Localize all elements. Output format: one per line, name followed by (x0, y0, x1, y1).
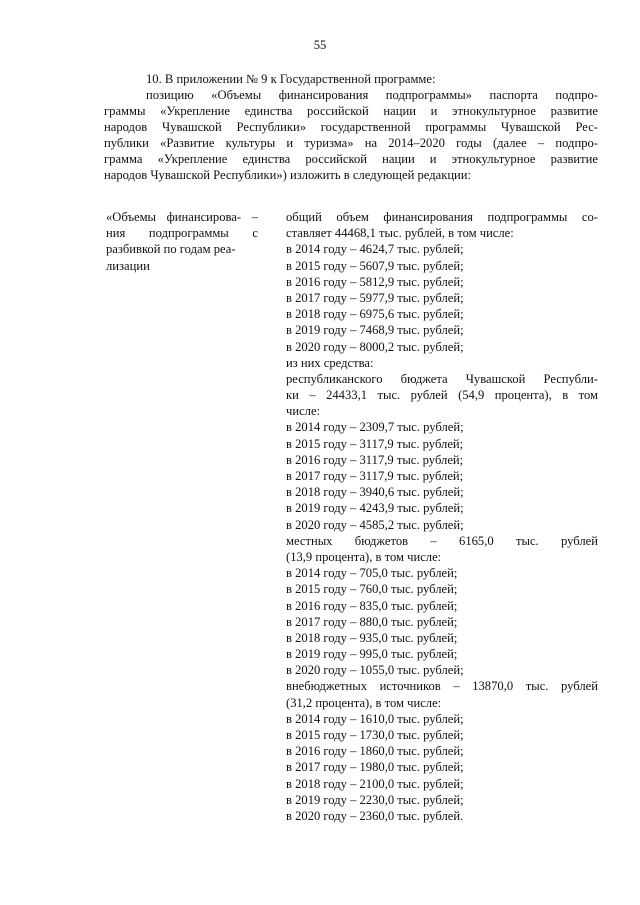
financing-line: республиканского бюджета Чувашской Республи- (286, 371, 598, 386)
intro-line: позицию «Объемы финансирования подпрограммы» паспорта подпро- (146, 88, 598, 102)
financing-line: в 2018 году – 2100,0 тыс. рублей; (286, 776, 464, 791)
financing-line: в 2014 году – 1610,0 тыс. рублей; (286, 711, 464, 726)
financing-line: местных бюджетов – 6165,0 тыс. рублей (286, 533, 598, 548)
financing-line: в 2020 году – 1055,0 тыс. рублей; (286, 663, 464, 678)
financing-line: в 2020 году – 8000,2 тыс. рублей; (286, 339, 464, 354)
position-label-line: «Объемы финансирова- – (106, 210, 258, 224)
intro-line: публики «Развитие культуры и туризма» на 2014–2020 годы (далее – подпро- (104, 136, 598, 150)
financing-line: (31,2 процента), в том числе: (286, 695, 442, 710)
financing-line: в 2019 году – 995,0 тыс. рублей; (286, 647, 458, 662)
financing-line: общий объем финансирования подпрограммы со- (286, 210, 598, 224)
financing-line: в 2019 году – 7468,9 тыс. рублей; (286, 323, 464, 338)
financing-line: в 2018 году – 6975,6 тыс. рублей; (286, 307, 464, 322)
financing-line: в 2016 году – 1860,0 тыс. рублей; (286, 744, 464, 759)
financing-line: в 2014 году – 2309,7 тыс. рублей; (286, 420, 464, 435)
financing-line: в 2016 году – 5812,9 тыс. рублей; (286, 274, 464, 289)
position-label-column (106, 209, 258, 274)
financing-line: в 2017 году – 880,0 тыс. рублей; (286, 614, 458, 629)
financing-line: в 2019 году – 2230,0 тыс. рублей; (286, 792, 464, 807)
financing-line: в 2020 году – 4585,2 тыс. рублей; (286, 517, 464, 532)
position-label-line: ния подпрограммы с (106, 226, 258, 241)
financing-line: в 2016 году – 835,0 тыс. рублей; (286, 598, 458, 613)
financing-line: в 2017 году – 3117,9 тыс. рублей; (286, 469, 464, 483)
intro-line: грамма «Укрепление единства российской нации и этнокультурное развитие (104, 152, 598, 166)
financing-line: из них средства: (286, 355, 374, 370)
financing-line: внебюджетных источников – 13870,0 тыс. рублей (286, 679, 598, 694)
position-label-line: разбивкой по годам реа- (106, 242, 236, 257)
financing-line: в 2015 году – 760,0 тыс. рублей; (286, 582, 458, 597)
financing-line: числе: (286, 404, 321, 419)
financing-line: в 2016 году – 3117,9 тыс. рублей; (286, 452, 464, 467)
financing-line: в 2019 году – 4243,9 тыс. рублей; (286, 501, 464, 516)
financing-line: в 2015 году – 1730,0 тыс. рублей; (286, 728, 464, 742)
financing-line: в 2018 году – 3940,6 тыс. рублей; (286, 485, 464, 500)
financing-line: ки – 24433,1 тыс. рублей (54,9 процента), в том (286, 388, 598, 403)
financing-line: в 2015 году – 3117,9 тыс. рублей; (286, 436, 464, 451)
financing-line: в 2014 году – 705,0 тыс. рублей; (286, 566, 458, 581)
financing-line: в 2014 году – 4624,7 тыс. рублей; (286, 242, 464, 257)
financing-line: в 2018 году – 935,0 тыс. рублей; (286, 630, 458, 645)
intro-paragraph (104, 71, 598, 183)
financing-details-column (286, 209, 598, 824)
intro-line: народов Чувашской Республики») изложить в следующей редакции: (104, 168, 472, 182)
financing-line: в 2015 году – 5607,9 тыс. рублей; (286, 258, 464, 273)
financing-line: в 2017 году – 1980,0 тыс. рублей; (286, 760, 464, 775)
financing-line: в 2017 году – 5977,9 тыс. рублей; (286, 290, 464, 305)
financing-line: ставляет 44468,1 тыс. рублей, в том числе: (286, 226, 514, 241)
intro-line: граммы «Укрепление единства российской нации и этнокультурное развитие (104, 104, 598, 118)
intro-line: 10. В приложении № 9 к Государственной программе: (146, 72, 436, 86)
intro-line: народов Чувашской Республики» государственной программы Чувашской Рес- (104, 120, 598, 134)
page-number: 55 (313, 38, 327, 52)
financing-line: (13,9 процента), в том числе: (286, 549, 442, 564)
position-label-line: лизации (106, 258, 150, 273)
financing-line: в 2020 году – 2360,0 тыс. рублей. (286, 808, 464, 823)
